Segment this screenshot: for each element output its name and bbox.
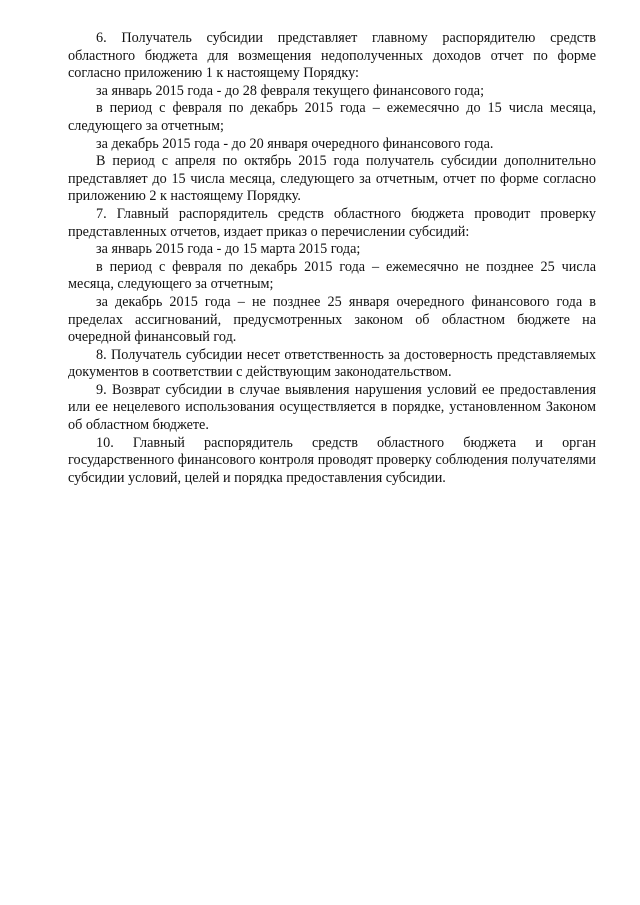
paragraph-december-deadline: за декабрь 2015 года - до 20 января очередного финансового года.	[96, 135, 494, 152]
paragraph-8-responsibility: 8. Получатель субсидии несет ответственность за достоверность представляемых документов в соответствии с действующим законодательством.	[68, 346, 596, 381]
paragraph-9-refund: 9. Возврат субсидии в случае выявления нарушения условий ее предоставления или ее нецелевого использования осуществляется в порядке, установленном Законом об областном бюджете.	[68, 381, 596, 434]
paragraph-monthly-order-deadline: в период с февраля по декабрь 2015 года – ежемесячно не позднее 25 числа месяца, следующего за отчетным;	[68, 258, 596, 293]
paragraph-april-october-report: В период с апреля по октябрь 2015 года получатель субсидии дополнительно представляет до 15 числа месяца, следующего за отчетным, отчет по форме согласно приложению 2 к настоящему Порядку.	[68, 153, 596, 205]
paragraph-10-compliance-check: 10. Главный распорядитель средств областного бюджета и орган государственного финансового контроля проводят проверку соблюдения получателями субсидии условий, целей и порядка предоставления субсидии.	[68, 434, 596, 486]
paragraph-6-report-submission: 6. Получатель субсидии представляет главному распорядителю средств областного бюджета для возмещения недополученных доходов отчет по форме согласно приложению 1 к настоящему Порядку:	[68, 30, 596, 82]
paragraph-7-verification: 7. Главный распорядитель средств областного бюджета проводит проверку представленных отчетов, издает приказ о перечислении субсидий:	[68, 205, 596, 240]
document-page	[68, 30, 596, 487]
paragraph-january-deadline: за январь 2015 года - до 28 февраля текущего финансового года;	[96, 82, 485, 99]
paragraph-monthly-deadline: в период с февраля по декабрь 2015 года – ежемесячно до 15 числа месяца, следующего за отчетным;	[68, 100, 596, 134]
paragraph-december-order-deadline: за декабрь 2015 года – не позднее 25 января очередного финансового года в пределах ассигнований, предусмотренных законом об областном бюджете на очередной финансовый год.	[68, 293, 596, 346]
paragraph-january-order-deadline: за январь 2015 года - до 15 марта 2015 года;	[96, 241, 361, 258]
